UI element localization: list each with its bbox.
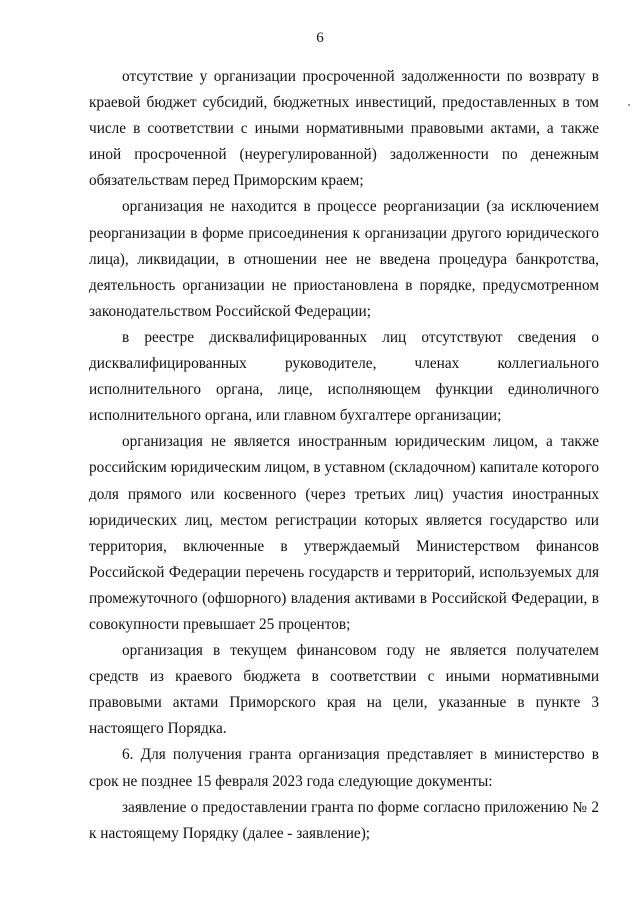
paragraph-grant-application: заявление о предоставлении гранта по форме согласно приложению № 2 к настоящему Порядку (далее - заявление);	[89, 798, 599, 842]
page-number: 6	[316, 30, 324, 46]
paragraph-no-reorganization: организация не находится в процессе реорганизации (за исключением реорганизации в форме присоединения к организации другого юридического лица), ликвидации, в отношении нее не введена процедура банкротства, деятельность организации не приостановлена в порядке, предусмотренном законодательством Российской Федерации;	[89, 198, 599, 320]
scan-artifact	[628, 104, 630, 106]
paragraph-not-budget-recipient: организация в текущем финансовом году не является получателем средств из краевого бюджета в соответствии с иными нормативными правовыми актами Приморского края на цели, указанные в пункте 3 настоящего Порядка.	[89, 642, 599, 738]
paragraph-not-foreign-entity: организация не является иностранным юридическим лицом, а также российским юридическим лицом, в уставном (складочном) капитале которого доля прямого или косвенного (через третьих лиц) участия иностранных юридических лиц, местом регистрации которых является государство или территория, включенные в утверждаемый Министерством финансов Российской Федерации перечень государств и территорий, используемых для промежуточного (офшорного) владения активами в Российской Федерации, в совокупности превышает 25 процентов;	[89, 433, 599, 633]
paragraph-disqualified-persons: в реестре дисквалифицированных лиц отсутствуют сведения о дисквалифицированных руководителе, членах коллегиального исполнительного органа, лице, исполняющем функции единоличного исполнительного органа, или главном бухгалтере организации;	[89, 328, 599, 425]
paragraph-section-6: 6. Для получения гранта организация представляет в министерство в срок не позднее 15 февраля 2023 года следующие документы:	[89, 746, 599, 790]
document-body	[89, 64, 599, 847]
paragraph-no-overdue-debt: отсутствие у организации просроченной задолженности по возврату в краевой бюджет субсидий, бюджетных инвестиций, предоставленных в том числе в соответствии с иными нормативными правовыми актами, а также иной просроченной (неурегулированной) задолженности по денежным обязательствам перед Приморским краем;	[89, 68, 599, 190]
